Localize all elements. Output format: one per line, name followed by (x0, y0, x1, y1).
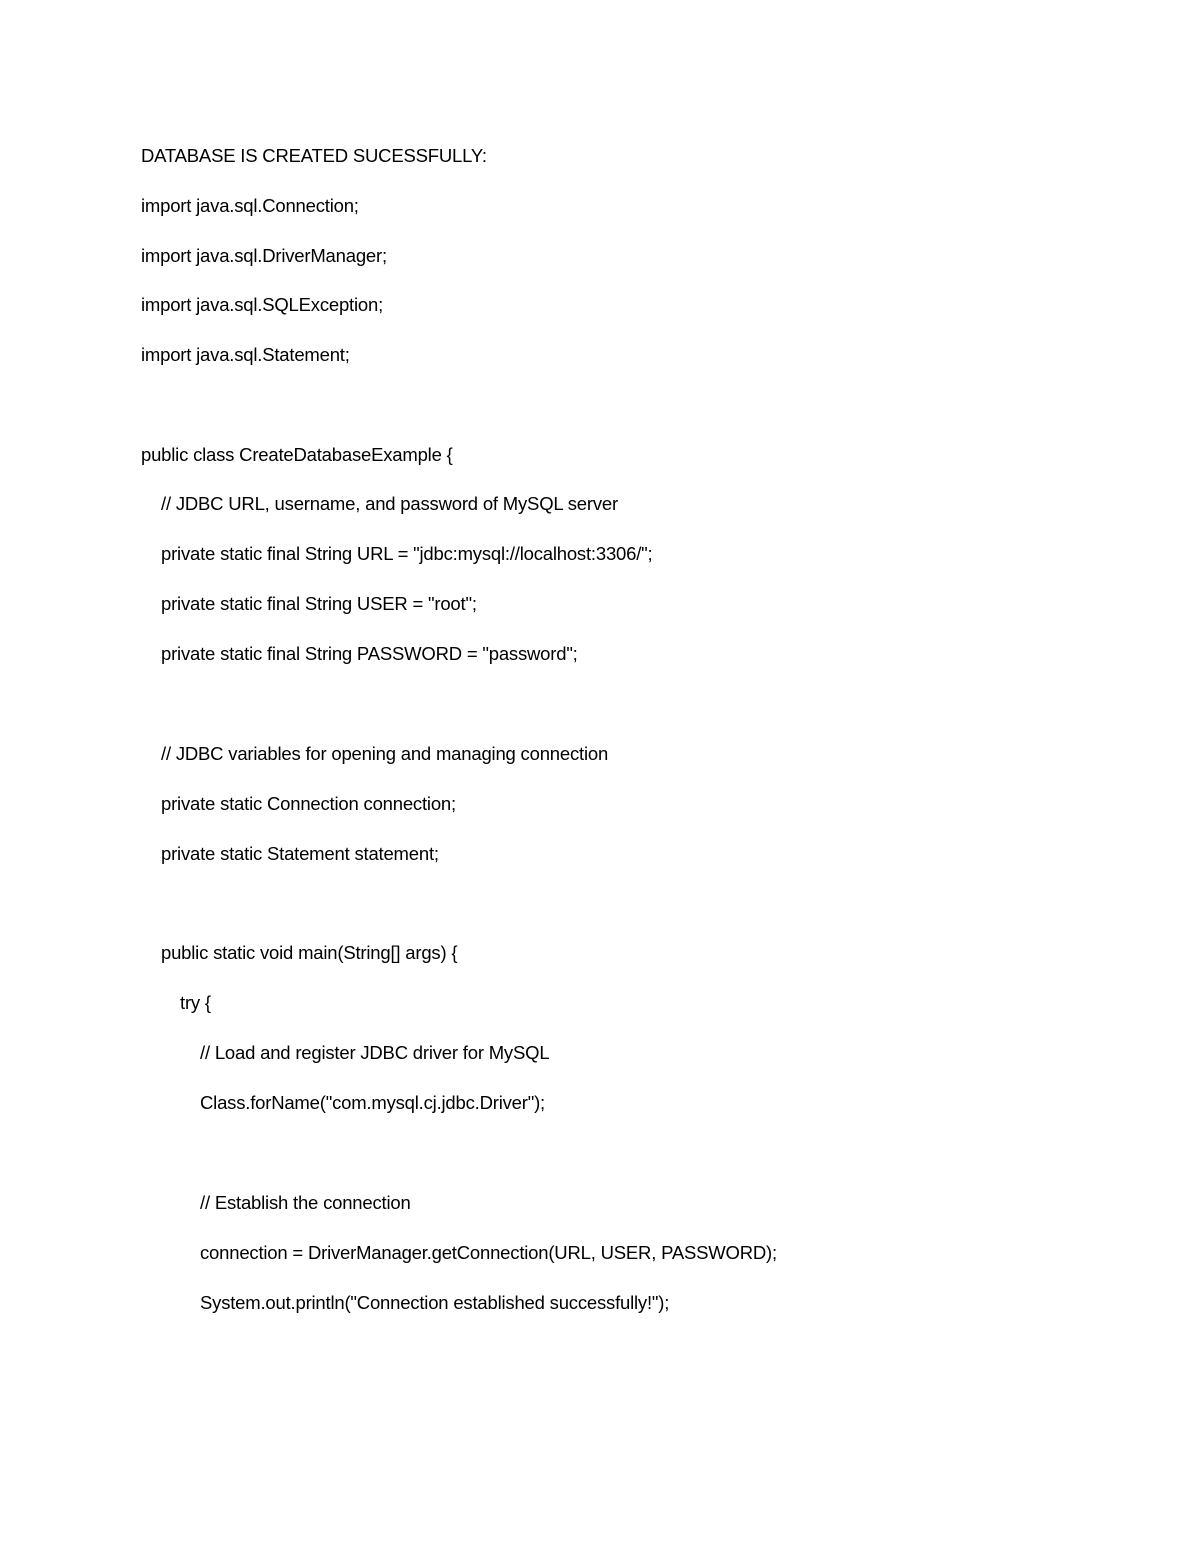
code-line: private static final String USER = "root"; (161, 593, 477, 614)
code-line: private static final String URL = "jdbc:mysql://localhost:3306/"; (161, 543, 653, 564)
code-line: Class.forName("com.mysql.cj.jdbc.Driver"); (200, 1092, 545, 1113)
code-line: import java.sql.Connection; (141, 195, 359, 216)
code-line: connection = DriverManager.getConnection(URL, USER, PASSWORD); (200, 1242, 777, 1263)
code-comment: // Load and register JDBC driver for MySQL (200, 1042, 550, 1063)
code-line: public static void main(String[] args) { (161, 942, 458, 963)
code-line: System.out.println("Connection established successfully!"); (200, 1292, 670, 1313)
code-line: import java.sql.Statement; (141, 344, 350, 365)
code-line: private static Connection connection; (161, 793, 456, 814)
code-line: import java.sql.SQLException; (141, 294, 384, 315)
code-comment: // JDBC URL, username, and password of MySQL server (161, 493, 618, 514)
document-heading: DATABASE IS CREATED SUCESSFULLY: (141, 145, 487, 166)
code-line: try { (180, 992, 211, 1013)
code-line: public class CreateDatabaseExample { (141, 444, 453, 465)
code-comment: // Establish the connection (200, 1192, 411, 1213)
code-comment: // JDBC variables for opening and managing connection (161, 743, 609, 764)
code-line: import java.sql.DriverManager; (141, 245, 387, 266)
code-line: private static final String PASSWORD = "password"; (161, 643, 578, 664)
code-line: private static Statement statement; (161, 843, 439, 864)
